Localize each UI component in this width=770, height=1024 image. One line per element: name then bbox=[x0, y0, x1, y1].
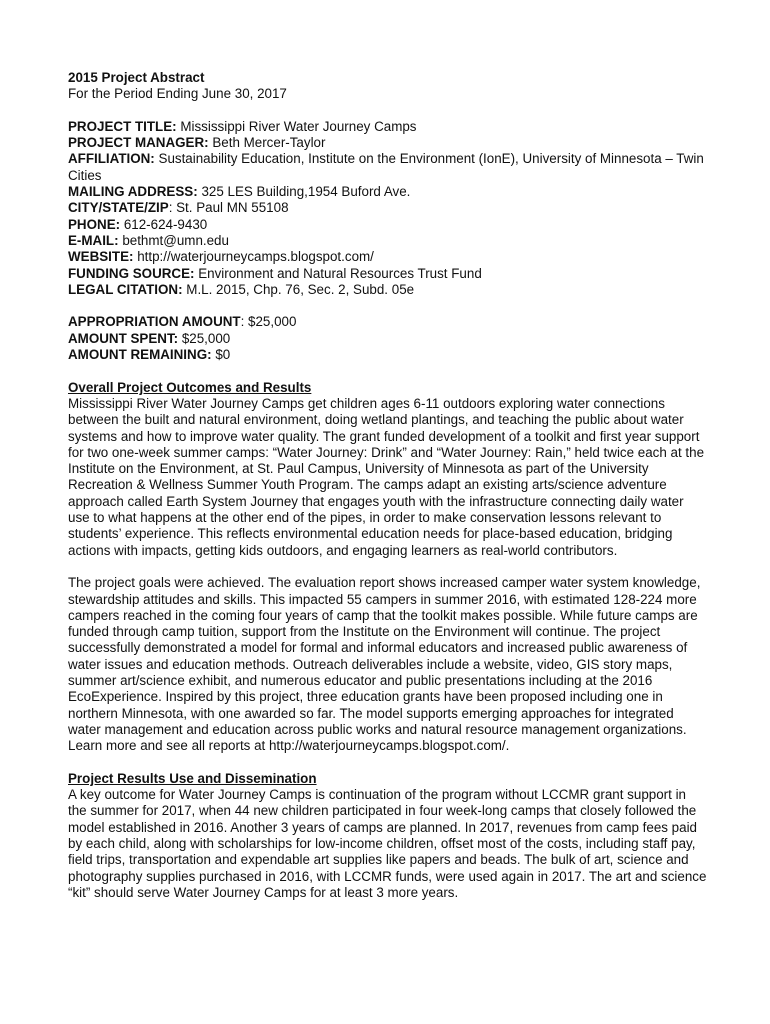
paragraph: A key outcome for Water Journey Camps is continuation of the program without LCCMR grant support in the summer for 2017, when 44 new children participated in four week-long camps that closely followed the model established in 2016. Another 3 years of camps are planned. In 2017, revenues from camp fees paid by each child, along with scholarships for low-income children, offset most of the costs, including staff pay, field trips, transportation and expendable art supplies like papers and beads. The bulk of art, science and photography supplies purchased in 2016, with LCCMR funds, were used again in 2017. The art and science “kit” should serve Water Journey Camps for at least 3 more years. bbox=[68, 787, 707, 900]
field-label: PROJECT TITLE: bbox=[68, 118, 177, 134]
field-value: http://waterjourneycamps.blogspot.com/ bbox=[137, 249, 374, 265]
field-value: bethmt@umn.edu bbox=[122, 232, 229, 248]
field-phone bbox=[68, 217, 708, 233]
document-page bbox=[68, 70, 708, 901]
paragraph: Mississippi River Water Journey Camps get children ages 6-11 outdoors exploring water connections between the built and natural environment, doing wetland plantings, and teaching the public about water systems and how to improve water quality. The grant funded development of a toolkit and first year support for two one-week summer camps: “Water Journey: Drink” and “Water Journey: Rain,” held twice each at the Institute on the Environment, at St. Paul Campus, University of Minnesota as part of the University Recreation & Wellness Summer Youth Program. The camps adapt an existing arts/science adventure approach called Earth System Journey that engages youth with the infrastructure connecting daily water use to what happens at the other end of the pipes, in order to make conservation lessons relevant to students’ experience. This reflects environmental education needs for place-based education, bridging actions with impacts, getting kids outdoors, and engaging learners as real-world contributors. bbox=[68, 395, 705, 558]
field-value: $0 bbox=[215, 347, 231, 363]
field-label: AMOUNT REMAINING: bbox=[68, 347, 212, 363]
section-outcomes bbox=[68, 380, 708, 755]
field-value: 612-624-9430 bbox=[123, 216, 208, 232]
field-project-manager bbox=[68, 135, 708, 151]
spacer bbox=[68, 103, 708, 119]
field-value: Sustainability Education, Institute on the Environment (IonE), University of Minnesota – Twin Cities bbox=[68, 151, 704, 183]
field-label: MAILING ADDRESS: bbox=[68, 184, 198, 200]
field-project-title bbox=[68, 119, 708, 135]
field-amount-spent bbox=[68, 331, 708, 347]
spacer bbox=[68, 363, 708, 379]
field-email bbox=[68, 233, 708, 249]
field-label: WEBSITE: bbox=[68, 249, 134, 265]
project-info-fields bbox=[68, 119, 708, 298]
field-label: LEGAL CITATION: bbox=[68, 281, 183, 297]
field-value: M.L. 2015, Chp. 76, Sec. 2, Subd. 05e bbox=[186, 281, 415, 297]
field-affiliation bbox=[68, 151, 708, 184]
section-heading: Project Results Use and Dissemination bbox=[68, 770, 317, 786]
field-label: AFFILIATION: bbox=[68, 151, 155, 167]
field-legal-citation bbox=[68, 282, 708, 298]
field-city-state-zip bbox=[68, 200, 708, 216]
spacer bbox=[68, 298, 708, 314]
abstract-title: 2015 Project Abstract bbox=[68, 70, 205, 85]
section-dissemination bbox=[68, 771, 708, 901]
field-value: : St. Paul MN 55108 bbox=[168, 200, 289, 216]
field-mailing-address bbox=[68, 184, 708, 200]
field-label: PROJECT MANAGER: bbox=[68, 135, 209, 151]
reporting-period: For the Period Ending June 30, 2017 bbox=[68, 86, 287, 102]
field-website bbox=[68, 249, 708, 265]
field-funding-source bbox=[68, 266, 708, 282]
field-label: PHONE: bbox=[68, 216, 121, 232]
field-appropriation-amount bbox=[68, 314, 708, 330]
spacer bbox=[68, 754, 708, 770]
field-value: Mississippi River Water Journey Camps bbox=[180, 118, 417, 134]
field-label: E-MAIL: bbox=[68, 232, 119, 248]
field-value: 325 LES Building,1954 Buford Ave. bbox=[201, 184, 411, 200]
field-value: Environment and Natural Resources Trust Fund bbox=[198, 265, 482, 281]
field-label: AMOUNT SPENT: bbox=[68, 330, 179, 346]
field-label: FUNDING SOURCE: bbox=[68, 265, 195, 281]
paragraph: The project goals were achieved. The evaluation report shows increased camper water system knowledge, stewardship attitudes and skills. This impacted 55 campers in summer 2016, with estimated 128-224 more campers reached in the coming four years of camp that the toolkit makes possible. While future camps are funded through camp tuition, support from the Institute on the Environment will continue. The project successfully demonstrated a model for formal and informal educators and increased public awareness of water issues and education methods. Outreach deliverables include a website, video, GIS story maps, summer art/science exhibit, and numerous educator and public presentations including at the 2016 EcoExperience. Inspired by this project, three education grants have been proposed including one in northern Minnesota, with one awarded so far. The model supports emerging approaches for integrated water management and education across public works and natural resource management organizations. Learn more and see all reports at http://waterjourneycamps.blogspot.com/. bbox=[68, 575, 701, 754]
spacer bbox=[68, 559, 708, 575]
field-amount-remaining bbox=[68, 347, 708, 363]
field-label: CITY/STATE/ZIP bbox=[68, 200, 169, 216]
section-heading: Overall Project Outcomes and Results bbox=[68, 379, 312, 395]
field-value: : $25,000 bbox=[240, 314, 297, 330]
field-value: $25,000 bbox=[181, 330, 231, 346]
amount-fields bbox=[68, 314, 708, 363]
field-value: Beth Mercer-Taylor bbox=[212, 135, 326, 151]
field-label: APPROPRIATION AMOUNT bbox=[68, 314, 241, 330]
